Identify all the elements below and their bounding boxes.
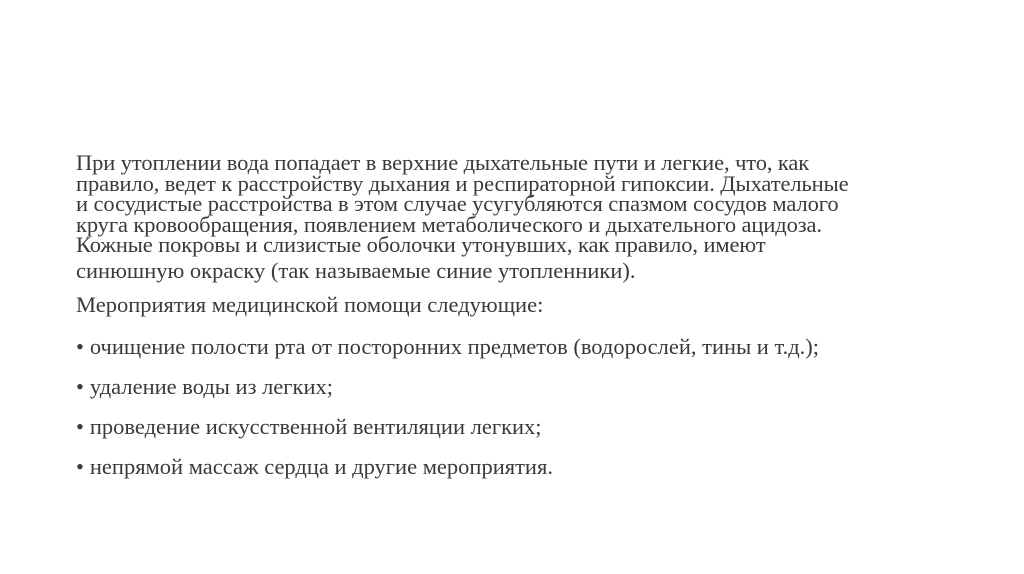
list-item <box>76 455 956 479</box>
intro-line: и сосудистые расстройства в этом случае усугубляются спазмом сосудов малого <box>76 191 839 216</box>
list-item <box>76 335 956 359</box>
measures-heading: Мероприятия медицинской помощи следующие: <box>76 291 544 317</box>
list-item-text: удаление воды из легких; <box>89 373 333 399</box>
intro-line: правило, ведет к расстройству дыхания и респираторной гипоксии. Дыхательные <box>76 170 849 196</box>
slide-content <box>76 150 956 479</box>
list-item-text: проведение искусственной вентиляции легких; <box>89 413 542 439</box>
bullet-icon: • <box>76 413 84 439</box>
measures-list <box>76 335 956 479</box>
intro-paragraph <box>76 150 956 257</box>
bullet-icon: • <box>76 453 84 479</box>
bullet-icon: • <box>76 373 84 399</box>
intro-line: круга кровообращения, появлением метаболического и дыхательного ацидоза. <box>76 211 822 237</box>
intro-paragraph-tail: синюшную окраску (так называемые синие утопленники). <box>76 257 636 283</box>
list-item-text: очищение полости рта от посторонних предметов (водорослей, тины и т.д.); <box>89 333 820 359</box>
intro-line: При утоплении вода попадает в верхние дыхательные пути и легкие, что, как <box>76 150 810 175</box>
bullet-icon: • <box>76 333 84 359</box>
intro-line: Кожные покровы и слизистые оболочки утонувших, как правило, имеют <box>76 232 766 257</box>
list-item-text: непрямой массаж сердца и другие мероприятия. <box>89 453 553 479</box>
list-item <box>76 375 956 399</box>
list-item <box>76 415 956 439</box>
